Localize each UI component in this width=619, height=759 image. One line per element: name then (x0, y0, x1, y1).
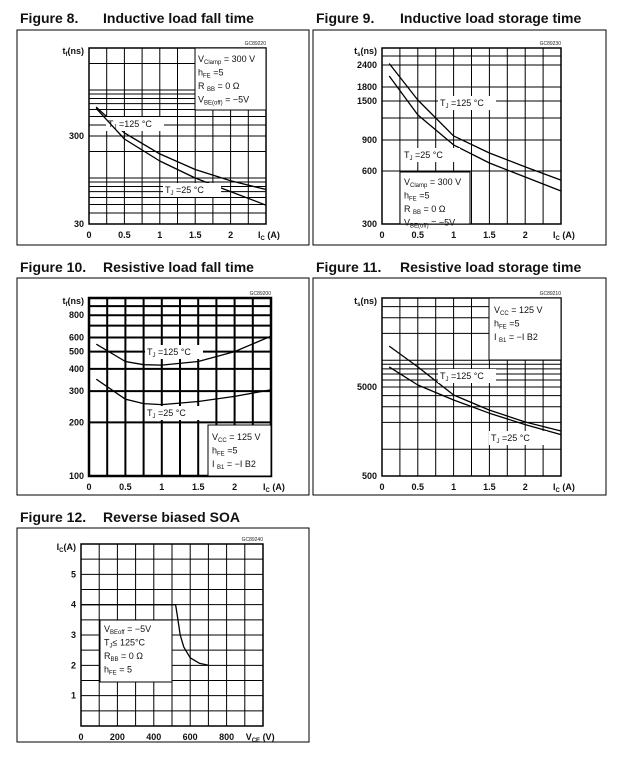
x-tick-label: 1.5 (188, 230, 202, 240)
x-tick-label: 0 (379, 230, 385, 240)
x-axis-label (553, 482, 575, 494)
x-tick-label: 0.5 (118, 230, 131, 240)
y-axis-label-main: t (354, 296, 358, 306)
series-label-rest: =25 °C (412, 150, 443, 160)
condition-text-rest: ≤ 125°C (112, 637, 146, 648)
y-axis-label-rest: (ns) (67, 296, 84, 306)
condition-text-main: V (494, 305, 501, 315)
condition-text-sub: CC (500, 311, 509, 317)
x-tick-label: 2 (522, 482, 528, 492)
x-tick-label: 0.5 (119, 482, 132, 492)
condition-text-sub: Clamp (410, 183, 428, 189)
condition-text-main: T (104, 637, 110, 648)
y-tick-label: 300 (68, 131, 84, 141)
figure-code: GC89240 (241, 537, 263, 543)
condition-text-sub: BE(off) (410, 223, 429, 230)
condition-text-main: V (212, 432, 219, 442)
y-axis-label-sub: C (59, 548, 64, 554)
x-axis-label-main: V (245, 732, 252, 742)
chart-figure-9 (313, 10, 606, 245)
condition-text-sub: B1 (217, 465, 225, 471)
y-axis-label-main: t (62, 46, 66, 56)
x-tick-label: 1.5 (191, 482, 205, 492)
condition-text-rest: = 0 Ω (118, 651, 144, 661)
x-tick-label: 200 (109, 732, 125, 742)
condition-text-main: V (104, 624, 111, 634)
x-tick-label: 1 (157, 230, 163, 240)
x-tick-label: 1 (159, 482, 165, 492)
condition-text-rest: = −5V (428, 217, 456, 228)
condition-text-sub: J (109, 643, 113, 650)
condition-text-sub: CC (218, 438, 227, 444)
x-axis-label-sub: C (260, 236, 265, 242)
series-label-rest: =25 °C (499, 433, 530, 443)
series-label-sub: J (113, 125, 117, 131)
y-tick-label: 2 (70, 660, 76, 671)
series-label-main: T (440, 371, 446, 381)
condition-text-rest: = −I B2 (506, 332, 538, 342)
condition-text-main: h (212, 445, 218, 456)
condition-text-rest: =5 (224, 445, 238, 456)
y-axis-label-sub: f (65, 302, 68, 308)
x-tick-label: 1.5 (483, 482, 496, 492)
figure-title: Resistive load storage time (400, 259, 582, 275)
y-axis-label-rest: (ns) (67, 46, 84, 56)
y-axis-label (354, 296, 377, 308)
x-axis-label-rest: (A) (559, 230, 575, 240)
x-tick-label: 0.5 (411, 482, 425, 492)
figure-number: Figure 8. (20, 10, 79, 26)
x-tick-label: 1 (451, 482, 457, 492)
series-label-rest: =125 °C (448, 371, 484, 381)
series-label-rest: =125 °C (155, 347, 191, 357)
series-label-sub: J (152, 353, 156, 359)
figure-number: Figure 10. (20, 259, 87, 275)
series-label-main: T (147, 347, 153, 357)
x-axis-label (258, 230, 280, 242)
condition-text-rest: = 125 V (508, 305, 543, 315)
series-label-main: T (404, 150, 410, 160)
figure-title: Reverse biased SOA (103, 509, 240, 525)
y-axis-label-sub: s (357, 302, 361, 308)
y-tick-label: 5000 (356, 382, 377, 392)
y-axis-label-main: I (56, 542, 60, 552)
chart-figure-8 (17, 10, 309, 245)
series-label-sub: J (152, 414, 156, 420)
figure-title: Resistive load fall time (103, 259, 254, 275)
condition-text-rest: =5 (416, 190, 430, 201)
series-label-main: T (491, 433, 497, 443)
x-axis-label (263, 482, 285, 494)
y-tick-label: 200 (68, 417, 84, 428)
x-tick-label: 2 (522, 230, 528, 240)
condition-text-main: h (198, 67, 204, 78)
chart-figure-10 (17, 259, 309, 495)
condition-text-rest: =5 (210, 67, 224, 78)
x-axis-label-rest: (A) (264, 230, 280, 240)
x-axis-label-sub: CE (251, 738, 261, 744)
series-label-rest: =125 °C (116, 119, 152, 129)
condition-text-rest: = 5 (116, 664, 132, 675)
x-tick-label: 400 (146, 732, 162, 742)
series-label-sub: J (409, 156, 413, 162)
figure-title: Inductive load storage time (400, 10, 582, 26)
figure-code: GC89230 (539, 41, 561, 47)
condition-text-rest: = 0 Ω (215, 81, 240, 91)
series-label-main: T (440, 98, 446, 108)
x-tick-label: 0 (86, 482, 92, 492)
y-tick-label: 800 (68, 310, 84, 321)
series-line (389, 64, 561, 181)
y-tick-label: 1 (70, 690, 76, 701)
x-tick-label: 0.5 (411, 230, 425, 240)
y-axis-label-rest: (ns) (360, 46, 377, 56)
series-label-rest: =25 °C (155, 408, 186, 418)
figure-code: GC89200 (249, 291, 271, 297)
x-tick-label: 1 (451, 230, 457, 240)
x-tick-label: 800 (219, 732, 235, 742)
y-tick-label: 300 (361, 219, 377, 229)
x-tick-label: 2 (228, 230, 234, 240)
series-label-sub: J (445, 377, 449, 383)
condition-text-rest: = −5V (124, 624, 152, 634)
x-axis-label-main: I (553, 230, 556, 240)
x-tick-label: 600 (182, 732, 198, 742)
y-axis-label (63, 46, 85, 58)
y-tick-label: 30 (73, 219, 84, 229)
condition-text-sub: B1 (499, 338, 507, 344)
condition-text-main: R (104, 651, 111, 661)
x-tick-label: 0 (78, 732, 84, 742)
figure-code: GC89210 (539, 291, 561, 297)
series-label-sub: J (445, 104, 449, 110)
condition-text-main: V (198, 94, 205, 105)
condition-text-sub: BB (207, 87, 216, 93)
figure-number: Figure 12. (20, 509, 87, 525)
y-tick-label: 4 (70, 599, 76, 610)
y-tick-label: 500 (361, 471, 377, 481)
condition-text-main: V (198, 54, 205, 64)
condition-text-sub: FE (499, 324, 507, 331)
series-label-main: T (165, 185, 171, 195)
condition-text-sub: FE (203, 73, 211, 80)
figure-number: Figure 11. (316, 259, 382, 275)
condition-text-rest: = −I B2 (224, 459, 256, 469)
y-tick-label: 1500 (356, 95, 377, 106)
chart-figure-12 (17, 509, 309, 744)
condition-text-sub: BB (413, 210, 422, 216)
y-tick-label: 5 (70, 569, 76, 580)
y-tick-label: 400 (68, 363, 84, 374)
condition-text-main: h (494, 318, 500, 329)
figure-title: Inductive load fall time (103, 10, 254, 26)
condition-text-main: R (198, 81, 207, 91)
series-label-sub: J (170, 191, 174, 197)
condition-text-sub: Clamp (204, 60, 222, 66)
condition-text-sub: FE (409, 196, 417, 203)
series-label-rest: =125 °C (448, 98, 484, 108)
condition-text-main: V (404, 217, 411, 228)
condition-text-main: R (404, 204, 413, 214)
x-tick-label: 2 (232, 482, 238, 492)
x-axis-label-rest: (A) (269, 482, 285, 492)
condition-text-sub: BEoff (110, 630, 125, 636)
condition-text-sub: FE (217, 451, 225, 458)
x-tick-label: 0 (86, 230, 92, 240)
x-axis-label-sub: C (555, 236, 560, 242)
y-axis-label-rest: (A) (63, 542, 76, 552)
x-axis-label-main: I (263, 482, 266, 492)
condition-text-rest: =5 (506, 318, 520, 329)
y-tick-label: 100 (68, 471, 84, 481)
x-axis-label-main: I (553, 482, 556, 492)
x-axis-label-rest: (V) (260, 732, 275, 742)
condition-text-main: h (404, 190, 410, 201)
y-tick-label: 2400 (356, 60, 377, 71)
y-tick-label: 3 (70, 630, 76, 640)
condition-text-main: I (494, 332, 500, 342)
y-tick-label: 600 (361, 166, 377, 177)
x-axis-label-main: I (258, 230, 261, 240)
y-axis-label-main: t (354, 46, 358, 56)
y-tick-label: 500 (68, 346, 84, 357)
x-tick-label: 0 (379, 482, 385, 492)
condition-text-sub: BE(off) (204, 100, 223, 107)
y-axis-label-main: t (62, 296, 66, 306)
x-axis-label-sub: C (555, 488, 560, 494)
y-axis-label (63, 296, 85, 308)
y-axis-label-sub: s (357, 52, 361, 58)
figure-number: Figure 9. (316, 10, 375, 26)
x-tick-label: 1.5 (483, 230, 496, 240)
y-tick-label: 900 (361, 135, 377, 146)
y-tick-label: 300 (68, 386, 84, 397)
x-axis-label (553, 230, 575, 242)
y-axis-label-sub: f (65, 52, 68, 58)
condition-text-main: V (404, 177, 411, 187)
series-label-rest: =25 °C (173, 185, 204, 195)
y-axis-label (57, 542, 76, 554)
y-axis-label-rest: (ns) (360, 296, 377, 306)
condition-text-main: I (212, 459, 218, 469)
x-axis-label-rest: (A) (559, 482, 575, 492)
y-axis-label (354, 46, 377, 58)
series-label-main: T (147, 408, 153, 418)
series-label-main: T (108, 119, 114, 129)
condition-text-main: h (104, 664, 110, 675)
condition-text-rest: = 125 V (226, 432, 261, 442)
condition-text-rest: = 300 V (427, 177, 462, 187)
condition-text-sub: FE (109, 670, 117, 677)
chart-figure-11 (313, 259, 606, 495)
figure-code: GC89220 (244, 41, 266, 47)
series-label-sub: J (496, 439, 500, 445)
y-tick-label: 1800 (356, 82, 377, 93)
y-tick-label: 600 (68, 332, 84, 343)
condition-text-rest: = −5V (222, 94, 250, 105)
x-axis-label-sub: C (265, 488, 270, 494)
condition-text-rest: = 0 Ω (421, 204, 446, 214)
condition-text-sub: BB (110, 657, 119, 663)
condition-text-rest: = 300 V (221, 54, 256, 64)
